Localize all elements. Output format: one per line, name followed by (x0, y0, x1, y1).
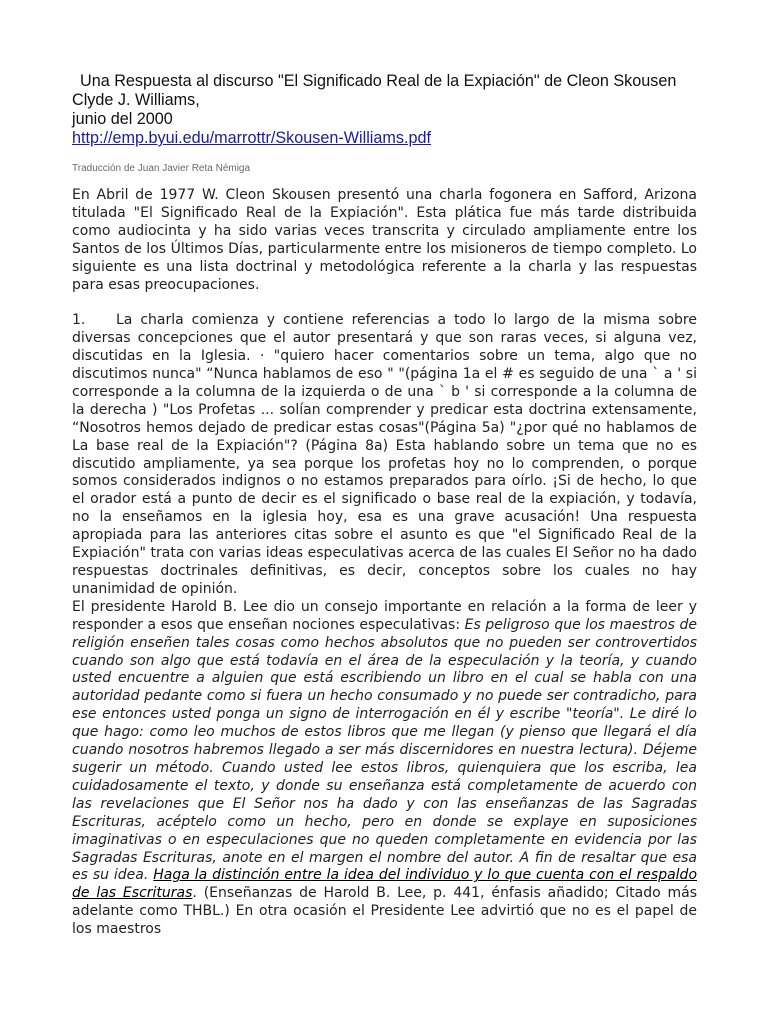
list-item-number: 1. (72, 312, 86, 329)
intro-paragraph: En Abril de 1977 W. Cleon Skousen presentó una charla fogonera en Safford, Arizona titulada "El Significado Real de la Expiación". Esta plática fue más tarde distribuida como audiocinta y ha sido varias veces transcrita y circulado ampliamente entre los Santos de los Últimos Días, particularmente entre los misioneros de tiempo completo. Lo siguiente es una lista doctrinal y metodológica referente a la charla y las respuestas para esas preocupaciones. (72, 187, 697, 293)
lee-quote-paragraph (72, 599, 697, 939)
paragraph-spacer (72, 294, 697, 312)
list-item-text: La charla comienza y contiene referencias a todo lo largo de la misma sobre diversas concepciones que el autor presentará y que son raras veces, si alguna vez, discutidas en la Iglesia. · "quiero hacer comentarios sobre un tema, algo que no discutimos nunca" “Nunca hablamos de eso " "(página 1a el # es seguido de una ` a ' si corresponde a la columna de la izquierda o de una ` b ' si corresponde a la columna de la derecha ) "Los Profetas ... solían comprender y predicar esta doctrina extensamente, “Nosotros hemos dejado de predicar estas cosas"(Página 5a) "¿por qué no hablamos de La base real de la Expiación"? (Página 8a) Esta hablando sobre un tema que no es discutido ampliamente, ya sea porque los profetas hoy no lo comprenden, o porque somos considerados indignos o no estamos preparados para oírlo. ¡Si de hecho, lo que el orador está a punto de decir es el significado o base real de la expiación, y todavía, no la enseñamos en la iglesia hoy, esa es una grave acusación! Una respuesta apropiada para las anteriores citas sobre el asunto es que "el Significado Real de la Expiación" trata con varias ideas especulativas acerca de las cuales El Señor no ha dado respuestas doctrinales definitivas, es decir, conceptos sobre los cuales no hay unanimidad de opinión. (72, 312, 697, 597)
paragraph-tail: . (Enseñanzas de Harold B. Lee, p. 441, énfasis añadido; Citado más adelante como THBL.) En otra ocasión el Presidente Lee advirtió que no es el papel de los maestros (72, 885, 697, 938)
list-item-1 (72, 312, 697, 599)
paragraph-lead: El presidente Harold B. Lee dio un consejo importante en relación a la forma de leer y responder a esos que enseñan nociones especulativas: (72, 598, 697, 633)
document-author: Clyde J. Williams, (72, 91, 200, 109)
lee-quote: Es peligroso que los maestros de religión enseñen tales cosas como hechos absolutos que no pueden ser controvertidos cuando son algo que está todavía en el área de la especulación y la teoría, y cuando usted encuentre a alguien que está escribiendo un libro en el cual se habla con una autoridad pedante como si fuera un hecho consumado y no puede ser contradicho, para ese entonces usted ponga un signo de interrogación en él y escribe "teoría". Le diré lo que hago: como leo muchos de estos libros que me llegan (y pienso que llegará el día cuando nosotros habremos llegado a ser más discernidores en nuestra lectura). Déjeme sugerir un método. Cuando usted lee estos libros, quienquiera que los escriba, lea cuidadosamente el texto, y donde su enseñanza está completamente de acuerdo con las revelaciones que El Señor nos ha dado y con las enseñanzas de las Sagradas Escrituras, acéptelo como un hecho, pero en donde se explaye en suposiciones imaginativas o en especulaciones que no queden completamente en evidencia por las Sagradas Escrituras, anote en el margen el nombre del autor. A fin de resaltar que esa es su idea. (72, 616, 697, 884)
document-header (72, 72, 712, 148)
document-title: Una Respuesta al discurso "El Significado Real de la Expiación" de Cleon Skousen (80, 72, 677, 90)
document-date: junio del 2000 (72, 110, 173, 128)
translator-credit: Traducción de Juan Javier Reta Némiga (72, 163, 251, 174)
emphasized-quote: Haga la distinción entre la idea del individuo y lo que cuenta con el respaldo de las Escrituras (72, 867, 698, 902)
document-body (72, 187, 697, 939)
source-link[interactable]: http://emp.byui.edu/marrottr/Skousen-Williams.pdf (72, 129, 431, 147)
